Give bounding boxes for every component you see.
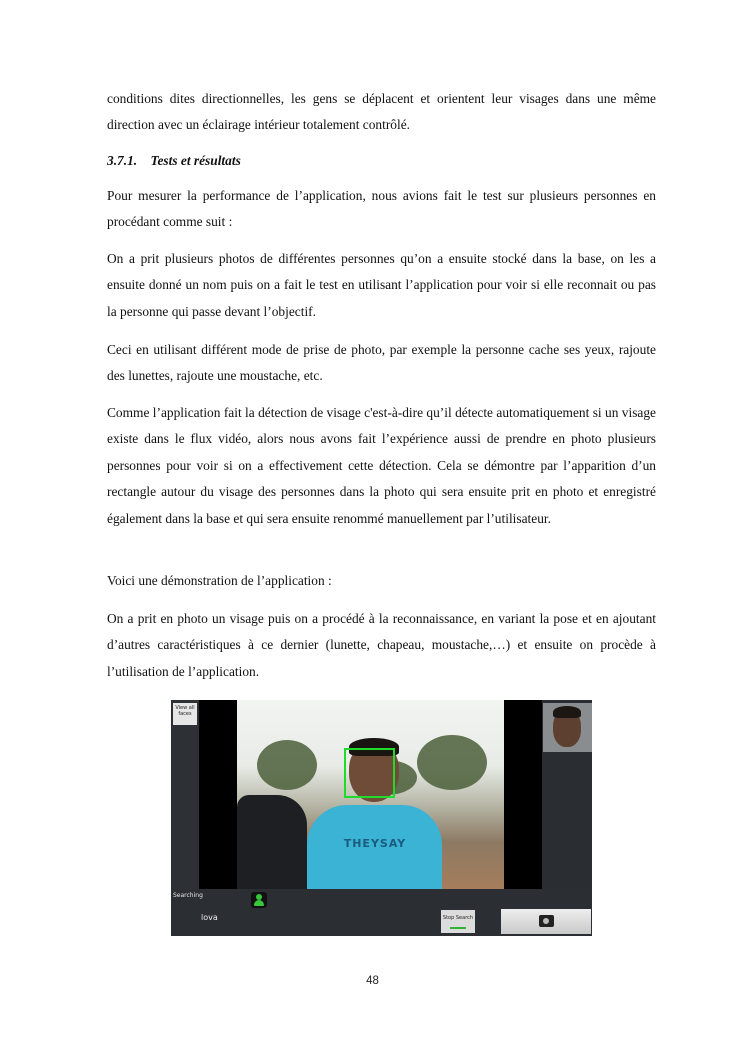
paragraph-3: On a prit plusieurs photos de différentes personnes qu’on a ensuite stocké dans la base, on les a ensuite donné un nom puis on a fait le test en utilisant l’application pour voir si elle reconnait ou pas la personne qui passe devant l’objectif. bbox=[107, 251, 656, 319]
face-detection-box bbox=[344, 748, 395, 798]
status-text: Searching bbox=[173, 892, 203, 899]
paragraph-4: Ceci en utilisant différent mode de prise de photo, par exemple la personne cache ses yeux, rajoute des lunettes, rajoute une moustache, etc. bbox=[107, 342, 656, 384]
paragraph-2: Pour mesurer la performance de l’application, nous avions fait le test sur plusieurs personnes en procédant comme suit : bbox=[107, 188, 656, 230]
camera-icon bbox=[539, 915, 554, 927]
page-number: 48 bbox=[366, 975, 379, 987]
user-icon bbox=[251, 892, 267, 908]
recognized-name: lova bbox=[201, 913, 218, 922]
capture-button[interactable] bbox=[501, 909, 591, 934]
camera-preview bbox=[199, 700, 542, 889]
active-indicator bbox=[450, 927, 466, 929]
left-panel bbox=[171, 700, 199, 889]
tree bbox=[417, 735, 487, 790]
section-number: 3.7.1. bbox=[107, 153, 138, 168]
detected-face-thumbnail[interactable] bbox=[543, 703, 592, 752]
paragraph-7: On a prit en photo un visage puis on a procédé à la reconnaissance, en variant la pose et en ajoutant d’autres caractéristiques à ce dernier (lunette, chapeau, moustache,…) et ensuite on procède à l’utilisation de l’application. bbox=[107, 611, 656, 679]
camera-scene bbox=[237, 700, 504, 889]
app-bottom-bar bbox=[171, 889, 592, 936]
paragraph-6: Voici une démonstration de l’application : bbox=[107, 573, 332, 588]
view-all-faces-button[interactable]: View all faces bbox=[173, 703, 197, 725]
paragraph-1: conditions dites directionnelles, les gens se déplacent et orientent leur visages dans une même direction avec un éclairage intérieur totalement contrôlé. bbox=[107, 91, 656, 133]
stop-search-label: Stop Search bbox=[442, 915, 474, 921]
shirt-text: THEYSAY bbox=[343, 837, 407, 850]
app-screenshot bbox=[171, 700, 592, 936]
tree bbox=[257, 740, 317, 790]
section-heading bbox=[107, 148, 656, 174]
section-title: Tests et résultats bbox=[150, 153, 241, 168]
car-silhouette bbox=[237, 795, 307, 889]
stop-search-button[interactable] bbox=[441, 910, 475, 933]
paragraph-5: Comme l’application fait la détection de visage c'est-à-dire qu’il détecte automatiquement si un visage existe dans le flux vidéo, alors nous avons fait l’expérience aussi de prendre en photo plusieurs personnes pour voir si on a effectivement cette détection. Cela se démontre par l’apparition d’un rectangle autour du visage des personnes dans la photo qui sera ensuite prit en photo et enregistré également dans la base et qui sera ensuite renommé manuellement par l’utilisateur. bbox=[107, 405, 656, 526]
paragraph bbox=[107, 86, 656, 139]
